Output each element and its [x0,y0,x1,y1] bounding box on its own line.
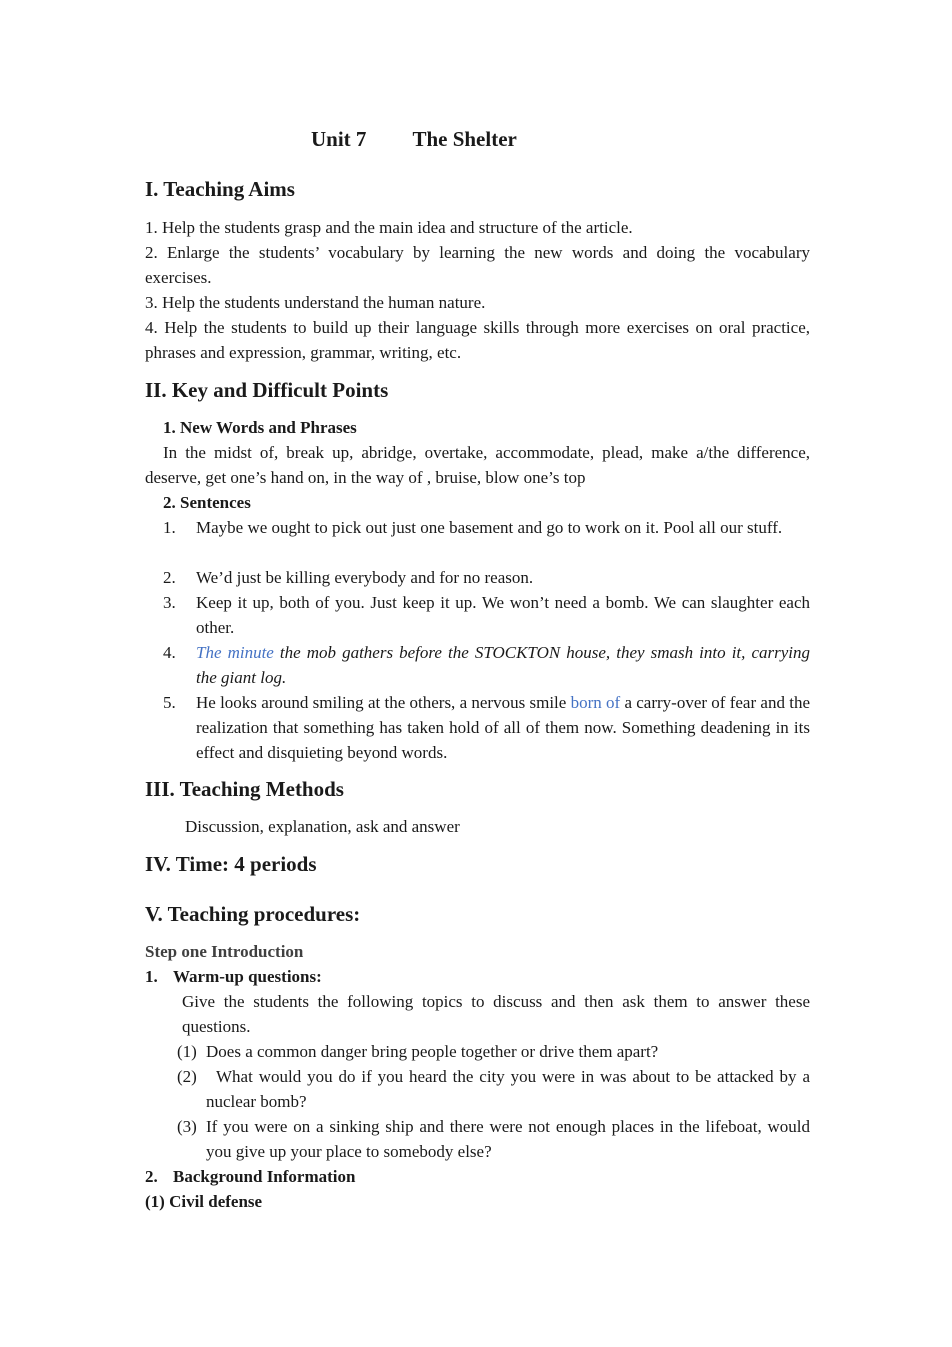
section-heading-teaching-aims: I. Teaching Aims [145,177,295,201]
sentence-1-number: 1. [163,518,176,537]
highlight-the-minute: The minute [196,643,274,662]
document-title [311,127,517,152]
step-one-heading: Step one Introduction [145,942,304,961]
sentence-4-number: 4. [163,643,176,662]
aim-3: 3. Help the students understand the human nature. [145,293,486,312]
aim-4: 4. Help the students to build up their language skills through more exercises on oral practice, phrases and expression, grammar, writing, etc. [145,318,810,362]
aim-1: 1. Help the students grasp and the main idea and structure of the article. [145,218,633,237]
unit-name: The Shelter [412,127,517,151]
section-heading-procedures: V. Teaching procedures: [145,902,361,926]
sentence-5-number: 5. [163,693,176,712]
sentence-4 [196,640,810,690]
question-1-number: (1) [177,1042,197,1061]
warmup-heading: Warm-up questions: [173,967,322,986]
question-1: Does a common danger bring people together or drive them apart? [206,1042,659,1061]
section-heading-time: IV. Time: 4 periods [145,852,317,876]
civil-defense-heading: (1) Civil defense [145,1192,263,1211]
question-2-number: (2) [177,1067,197,1086]
sentence-3: Keep it up, both of you. Just keep it up. We won’t need a bomb. We can slaughter each other. [196,593,810,637]
section-heading-key-points: II. Key and Difficult Points [145,378,389,402]
question-3-number: (3) [177,1117,197,1136]
aim-2: 2. Enlarge the students’ vocabulary by learning the new words and doing the vocabulary exercises. [145,243,810,287]
subheading-new-words: 1. New Words and Phrases [163,418,357,437]
subheading-sentences: 2. Sentences [163,493,251,512]
question-2: What would you do if you heard the city you were in was about to be attacked by a nuclear bomb? [206,1067,810,1111]
sentence-5-after: a carry-over of fear and the realization that something has taken hold of all of them now. Something deadening in its effect and disquieting beyond words. [196,693,810,762]
warmup-intro: Give the students the following topics to discuss and then ask them to answer these questions. [182,992,810,1036]
sentence-2-number: 2. [163,568,176,587]
methods-text: Discussion, explanation, ask and answer [185,817,460,836]
highlight-born-of: born of [570,693,621,712]
sentence-2: We’d just be killing everybody and for no reason. [196,568,534,587]
sentence-4-rest: the mob gathers before the STOCKTON house, they smash into it, carrying the giant log. [196,643,810,687]
sentence-5-before: He looks around smiling at the others, a nervous smile [196,693,571,712]
sentence-3-number: 3. [163,593,176,612]
word-list: In the midst of, break up, abridge, overtake, accommodate, plead, make a/the difference, deserve, get one’s hand on, in the way of , bruise, blow one’s top [145,443,810,487]
sentence-1: Maybe we ought to pick out just one basement and go to work on it. Pool all our stuff. [196,518,783,537]
warmup-number: 1. [145,967,158,986]
background-number: 2. [145,1167,158,1186]
question-3: If you were on a sinking ship and there were not enough places in the lifeboat, would you give up your place to somebody else? [206,1117,810,1161]
sentence-5 [196,690,810,765]
background-heading: Background Information [173,1167,356,1186]
unit-number: Unit 7 [311,127,367,151]
section-heading-teaching-methods: III. Teaching Methods [145,777,344,801]
